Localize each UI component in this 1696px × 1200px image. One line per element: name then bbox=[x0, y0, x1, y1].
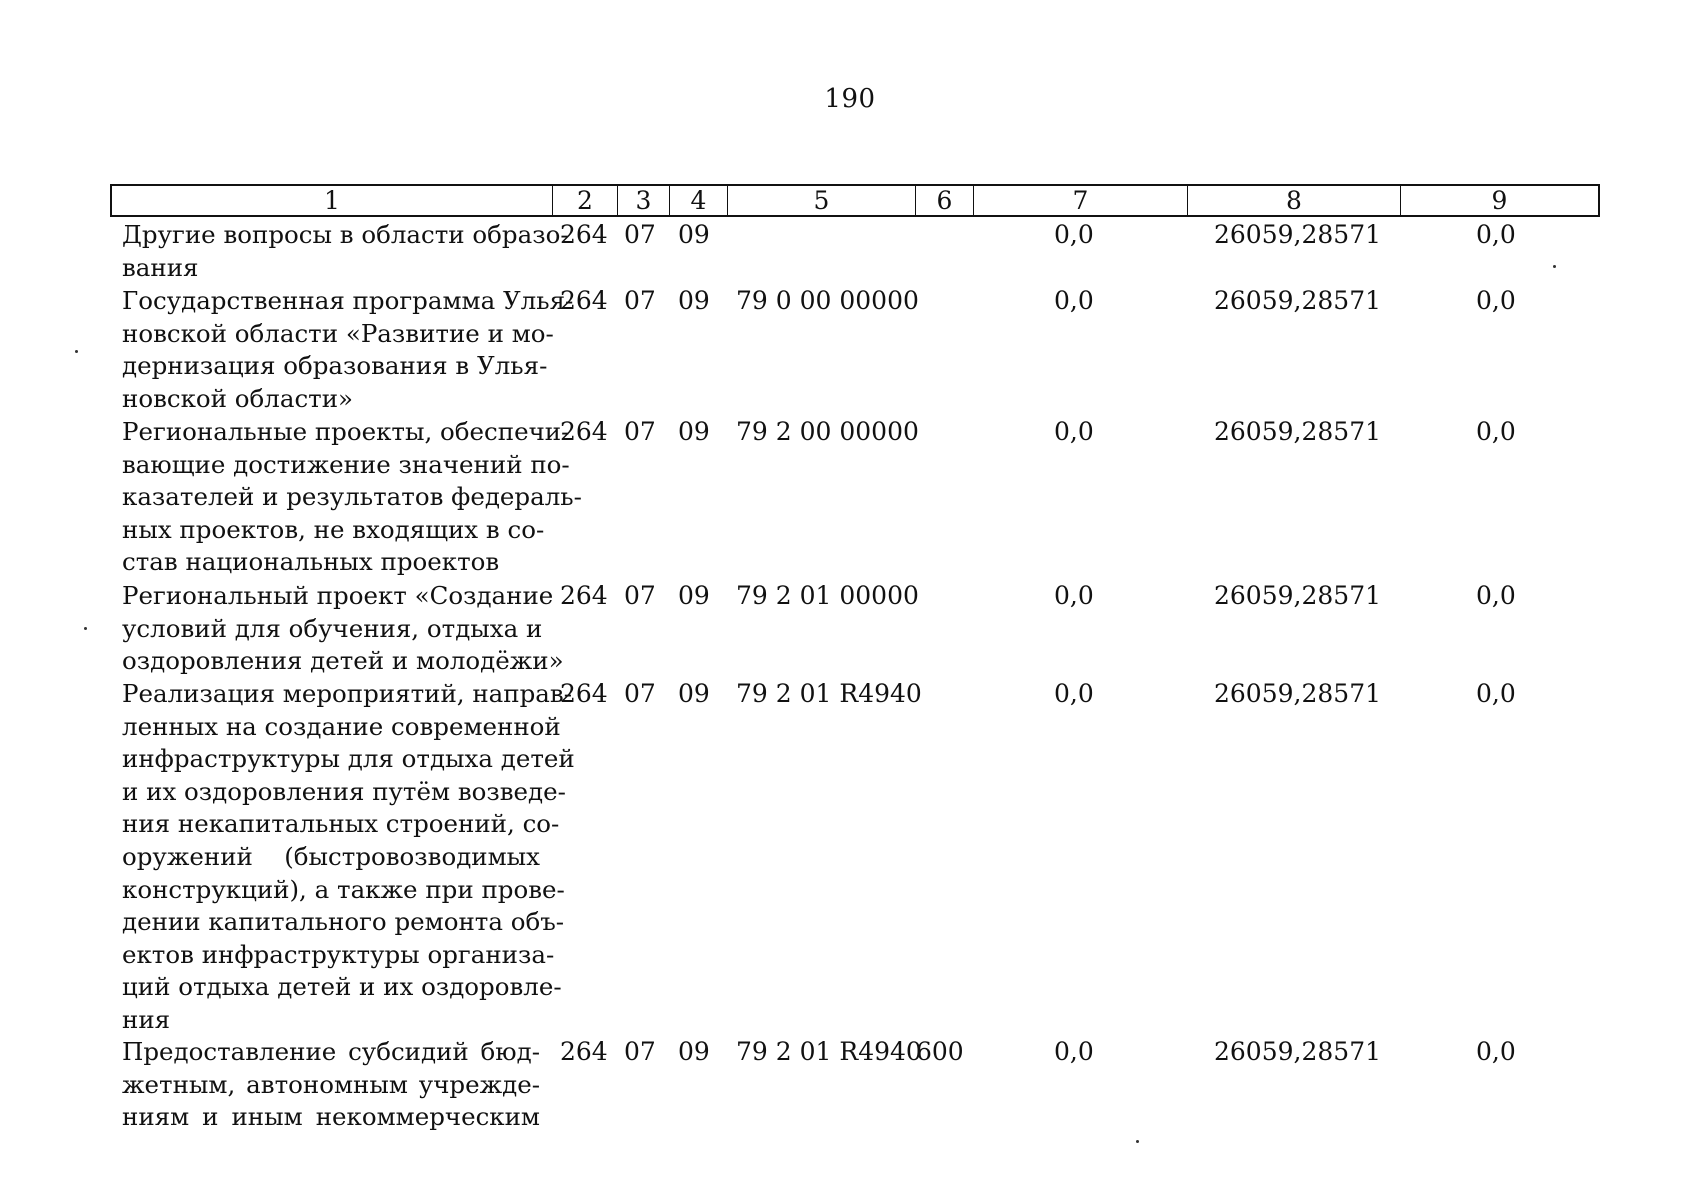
header-col-7: 7 bbox=[974, 186, 1188, 215]
description-line: Предоставление субсидий бюд- bbox=[122, 1037, 540, 1066]
row-description bbox=[122, 219, 569, 284]
cell-col-5: 79 2 01 R4940 bbox=[736, 1037, 922, 1066]
cell-col-7: 0,0 bbox=[1054, 417, 1094, 446]
header-col-6: 6 bbox=[916, 186, 974, 215]
cell-col-6: 600 bbox=[916, 1037, 964, 1066]
cell-col-9: 0,0 bbox=[1476, 1037, 1516, 1066]
cell-col-2: 264 bbox=[560, 581, 608, 610]
cell-col-4: 09 bbox=[678, 581, 710, 610]
cell-col-9: 0,0 bbox=[1476, 286, 1516, 315]
cell-col-4: 09 bbox=[678, 220, 710, 249]
cell-col-5: 79 2 01 00000 bbox=[736, 581, 919, 610]
description-line: Другие вопросы в области образо- bbox=[122, 220, 569, 249]
table-header bbox=[110, 184, 1600, 217]
cell-col-7: 0,0 bbox=[1054, 286, 1094, 315]
cell-col-4: 09 bbox=[678, 1037, 710, 1066]
cell-col-3: 07 bbox=[624, 1037, 656, 1066]
cell-col-4: 09 bbox=[678, 417, 710, 446]
header-col-3: 3 bbox=[618, 186, 670, 215]
description-line: дении капитального ремонта объ- bbox=[122, 907, 565, 937]
description-line: Региональный проект «Создание bbox=[122, 581, 554, 610]
page-number: 190 bbox=[824, 84, 876, 114]
cell-col-3: 07 bbox=[624, 417, 656, 446]
header-col-1: 1 bbox=[112, 186, 553, 215]
cell-col-2: 264 bbox=[560, 220, 608, 249]
cell-col-4: 09 bbox=[678, 286, 710, 315]
description-line: инфраструктуры для отдыха детей bbox=[122, 744, 575, 774]
description-line: новской области» bbox=[122, 383, 354, 413]
description-line: ций отдыха детей и их оздоровле- bbox=[122, 972, 562, 1002]
cell-col-3: 07 bbox=[624, 286, 656, 315]
cell-col-8: 26059,28571 bbox=[1214, 1037, 1382, 1066]
description-line: ленных на создание современной bbox=[122, 711, 561, 741]
cell-col-8: 26059,28571 bbox=[1214, 679, 1382, 708]
cell-col-8: 26059,28571 bbox=[1214, 286, 1382, 315]
description-line: вающие достижение значений по- bbox=[122, 449, 570, 479]
cell-col-5: 79 0 00 00000 bbox=[736, 286, 919, 315]
cell-col-2: 264 bbox=[560, 1037, 608, 1066]
description-line: ния некапитальных строений, со- bbox=[122, 809, 560, 839]
scan-speck bbox=[84, 627, 87, 630]
cell-col-2: 264 bbox=[560, 679, 608, 708]
cell-col-9: 0,0 bbox=[1476, 417, 1516, 446]
header-col-5: 5 bbox=[728, 186, 916, 215]
header-col-8: 8 bbox=[1188, 186, 1401, 215]
cell-col-3: 07 bbox=[624, 581, 656, 610]
cell-col-3: 07 bbox=[624, 679, 656, 708]
description-line: ектов инфраструктуры организа- bbox=[122, 939, 555, 969]
header-col-4: 4 bbox=[670, 186, 728, 215]
scan-speck bbox=[1553, 265, 1556, 268]
row-description bbox=[122, 580, 564, 678]
row-description bbox=[122, 1036, 540, 1134]
cell-col-4: 09 bbox=[678, 679, 710, 708]
description-line: дернизация образования в Улья- bbox=[122, 351, 548, 381]
cell-col-7: 0,0 bbox=[1054, 679, 1094, 708]
description-line: жетным, автономным учрежде- bbox=[122, 1069, 540, 1099]
row-description bbox=[122, 416, 582, 579]
cell-col-7: 0,0 bbox=[1054, 1037, 1094, 1066]
cell-col-7: 0,0 bbox=[1054, 220, 1094, 249]
row-description bbox=[122, 678, 575, 1037]
description-line: новской области «Развитие и мо- bbox=[122, 318, 554, 348]
description-line: ниям и иным некоммерческим bbox=[122, 1102, 540, 1132]
description-line: оздоровления детей и молодёжи» bbox=[122, 646, 564, 676]
cell-col-7: 0,0 bbox=[1054, 581, 1094, 610]
cell-col-9: 0,0 bbox=[1476, 581, 1516, 610]
header-col-9: 9 bbox=[1491, 186, 1508, 215]
scan-speck bbox=[75, 350, 78, 353]
description-line: Региональные проекты, обеспечи- bbox=[122, 417, 570, 446]
header-col-2: 2 bbox=[553, 186, 618, 215]
cell-col-8: 26059,28571 bbox=[1214, 417, 1382, 446]
cell-col-5: 79 2 01 R4940 bbox=[736, 679, 922, 708]
description-line: условий для обучения, отдыха и bbox=[122, 613, 543, 643]
description-line: вания bbox=[122, 252, 199, 282]
cell-col-8: 26059,28571 bbox=[1214, 220, 1382, 249]
description-line: ных проектов, не входящих в со- bbox=[122, 514, 545, 544]
description-line: ния bbox=[122, 1004, 171, 1034]
description-line: став национальных проектов bbox=[122, 547, 500, 577]
cell-col-8: 26059,28571 bbox=[1214, 581, 1382, 610]
description-line: оружений (быстровозводимых bbox=[122, 841, 540, 871]
description-line: казателей и результатов федераль- bbox=[122, 482, 582, 512]
cell-col-9: 0,0 bbox=[1476, 220, 1516, 249]
cell-col-3: 07 bbox=[624, 220, 656, 249]
cell-col-2: 264 bbox=[560, 286, 608, 315]
description-line: и их оздоровления путём возведе- bbox=[122, 776, 566, 806]
cell-col-9: 0,0 bbox=[1476, 679, 1516, 708]
description-line: Реализация мероприятий, направ- bbox=[122, 679, 572, 708]
row-description bbox=[122, 285, 574, 415]
scan-speck bbox=[1136, 1140, 1139, 1143]
description-line: конструкций), а также при прове- bbox=[122, 874, 565, 904]
description-line: Государственная программа Улья- bbox=[122, 286, 574, 315]
cell-col-5: 79 2 00 00000 bbox=[736, 417, 919, 446]
cell-col-2: 264 bbox=[560, 417, 608, 446]
